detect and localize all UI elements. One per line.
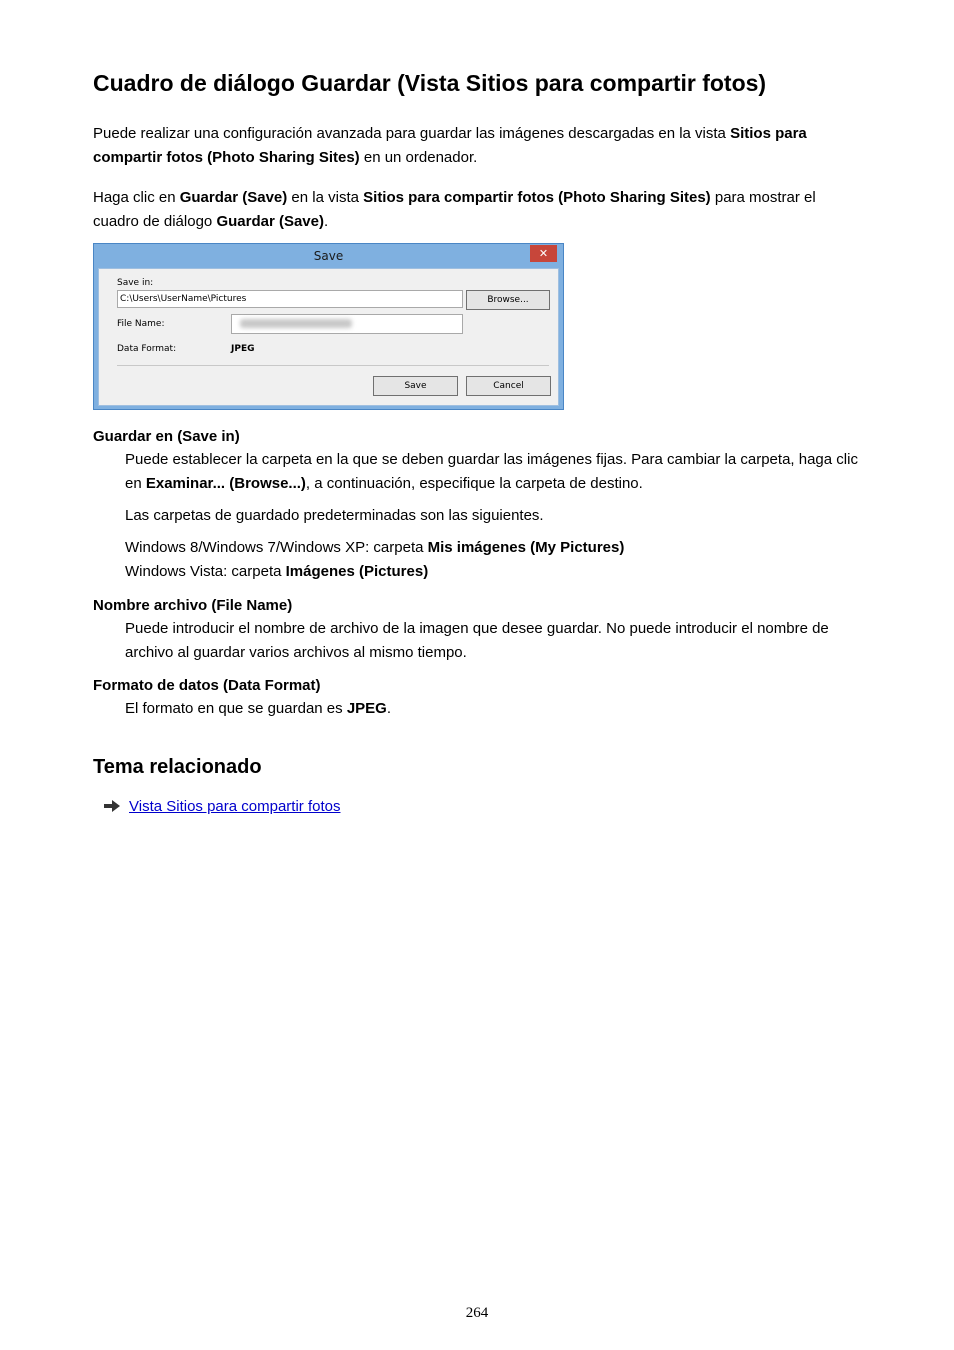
term-save-in: Guardar en (Save in) [93, 428, 240, 445]
desc-save-in-defaults: Las carpetas de guardado predeterminadas son las siguientes. [125, 507, 544, 524]
arrow-right-icon [103, 798, 121, 820]
browse-button[interactable]: Browse... [466, 290, 550, 310]
close-icon[interactable]: ✕ [530, 245, 557, 262]
related-link[interactable]: Vista Sitios para compartir fotos [129, 798, 341, 815]
desc-file-name: Puede introducir el nombre de archivo de la imagen que desee guardar. No puede introducir el nombre de archivo al guardar varios archivos al mismo tiempo. [125, 620, 829, 661]
data-format-value: JPEG [231, 344, 255, 354]
file-name-label: File Name: [117, 319, 165, 329]
dialog-divider [117, 365, 549, 366]
desc-data-format: El formato en que se guardan es JPEG. [125, 700, 392, 717]
desc-save-in-win8: Windows 8/Windows 7/Windows XP: carpeta Mis imágenes (My Pictures) [125, 539, 625, 556]
save-button[interactable]: Save [373, 376, 458, 396]
intro-paragraph: Puede realizar una configuración avanzada para guardar las imágenes descargadas en la vista Sitios para compartir fotos (Photo Sharing Sites) en un ordenador. [93, 125, 807, 166]
page-number: 264 [465, 1305, 489, 1321]
related-heading: Tema relacionado [93, 756, 262, 778]
file-name-field[interactable] [231, 314, 463, 334]
save-dialog-screenshot [93, 243, 564, 410]
dialog-title: Save [313, 249, 344, 263]
save-in-label: Save in: [117, 278, 154, 288]
desc-save-in: Puede establecer la carpeta en la que se deben guardar las imágenes fijas. Para cambiar la carpeta, haga clic en Examinar... (Browse...), a continuación, especifique la carpeta de destino. [125, 451, 858, 492]
page-title: Cuadro de diálogo Guardar (Vista Sitios para compartir fotos) [93, 70, 767, 96]
desc-save-in-vista: Windows Vista: carpeta Imágenes (Pictures) [125, 563, 429, 580]
data-format-label: Data Format: [117, 344, 177, 354]
term-data-format: Formato de datos (Data Format) [93, 677, 321, 694]
instruction-paragraph: Haga clic en Guardar (Save) en la vista Sitios para compartir fotos (Photo Sharing Sites) para mostrar el cuadro de diálogo Guardar (Save). [93, 189, 816, 230]
related-item [103, 796, 340, 820]
save-in-field[interactable]: C:\Users\UserName\Pictures [117, 290, 463, 308]
term-file-name: Nombre archivo (File Name) [93, 597, 293, 614]
blurred-file-name [240, 319, 352, 328]
cancel-button[interactable]: Cancel [466, 376, 551, 396]
dialog-body [98, 268, 559, 406]
